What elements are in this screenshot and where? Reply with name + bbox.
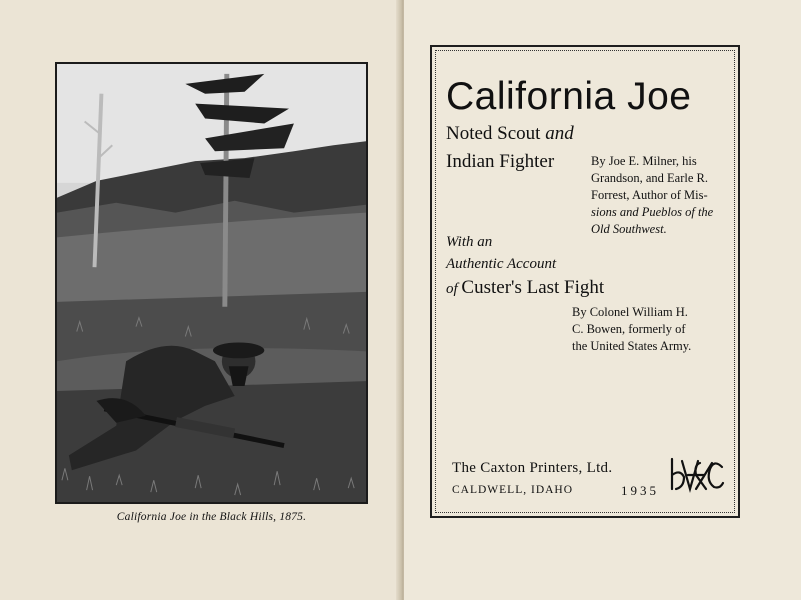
- publisher-name: The Caxton Printers, Ltd.: [452, 460, 613, 476]
- book-title: California Joe: [446, 75, 692, 118]
- authors-block: [591, 153, 741, 238]
- subtitle-indian-fighter: Indian Fighter: [446, 151, 555, 172]
- publisher-place: CALDWELL, IDAHO: [452, 484, 574, 496]
- subtitle-and: and: [545, 123, 574, 144]
- photo-caption: California Joe in the Black Hills, 1875.: [116, 511, 307, 523]
- authors-line-3: Forrest, Author of Mis-: [591, 188, 708, 202]
- left-page: [0, 0, 400, 600]
- photo-illustration: [57, 64, 366, 502]
- title-page-frame: [430, 45, 740, 518]
- subtitle-line-1: [446, 123, 574, 145]
- title-page-inner-border: [435, 50, 735, 513]
- bowen-line-2: C. Bowen, formerly of: [572, 322, 686, 336]
- custer-line: [446, 277, 604, 299]
- custers-last-fight-text: Custer's Last Fight: [461, 277, 605, 298]
- authors-line-4: sions and Pueblos of the: [591, 205, 714, 219]
- frontispiece-photo: [55, 62, 368, 504]
- authors-line-5: Old Southwest.: [591, 222, 667, 236]
- with-an-text: With an: [446, 234, 493, 250]
- authors-line-1: By Joe E. Milner, his: [591, 154, 697, 168]
- authentic-account-text: Authentic Account: [446, 256, 557, 272]
- subtitle-noted-scout: Noted Scout: [446, 123, 541, 144]
- bowen-block: [572, 304, 742, 355]
- authors-line-2: Grandson, and Earle R.: [591, 171, 708, 185]
- of-text: of: [446, 281, 458, 297]
- bowen-line-3: the United States Army.: [572, 339, 692, 353]
- bowen-line-1: By Colonel William H.: [572, 305, 688, 319]
- caxton-monogram-logo: [668, 455, 726, 495]
- publication-year: 1935: [621, 483, 659, 498]
